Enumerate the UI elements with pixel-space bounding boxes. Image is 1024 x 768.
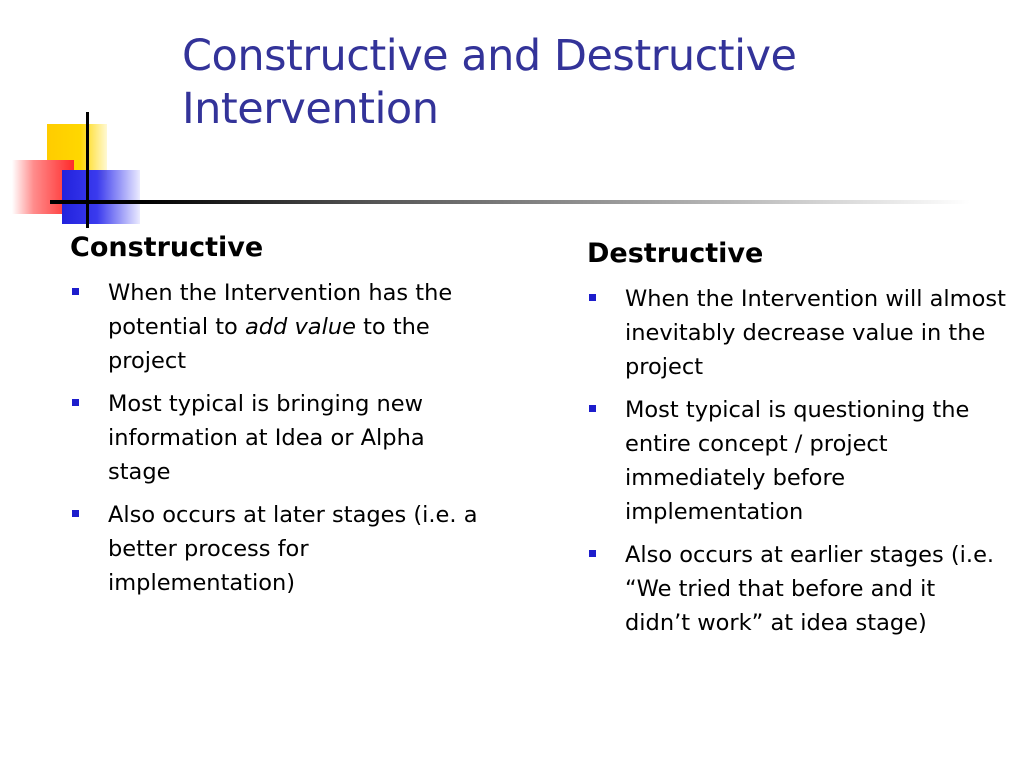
square-bullet-icon	[589, 405, 596, 412]
destructive-bullet-list	[587, 282, 1007, 640]
square-bullet-icon	[589, 550, 596, 557]
list-item	[70, 387, 490, 489]
square-bullet-icon	[72, 510, 79, 517]
slide-title: Constructive and Destructive Intervention	[182, 31, 797, 134]
destructive-column	[587, 236, 1007, 649]
list-item	[70, 498, 490, 600]
destructive-heading: Destructive	[587, 238, 764, 269]
vertical-rule	[86, 112, 89, 228]
bullet-text: Most typical is bringing new information at Idea or Alpha stage	[108, 391, 425, 485]
blue-square-decoration	[62, 170, 140, 224]
horizontal-rule	[50, 200, 970, 204]
bullet-text: When the Intervention will almost inevitably decrease value in the project	[625, 286, 1006, 380]
constructive-column	[70, 230, 490, 609]
bullet-text: Also occurs at earlier stages (i.e. “We tried that before and it didn’t work” at idea stage)	[625, 542, 995, 636]
list-item	[587, 393, 1007, 529]
list-item	[587, 282, 1007, 384]
square-bullet-icon	[72, 288, 79, 295]
constructive-bullet-list	[70, 276, 490, 600]
bullet-text: Most typical is questioning the entire concept / project immediately before implementation	[625, 397, 970, 525]
square-bullet-icon	[72, 399, 79, 406]
bullet-text-pre: When the Intervention has the potential to	[108, 280, 453, 340]
list-item	[587, 538, 1007, 640]
square-bullet-icon	[589, 294, 596, 301]
constructive-heading: Constructive	[70, 232, 264, 263]
bullet-emphasis: add value	[244, 314, 356, 340]
bullet-text-post: to the project	[108, 314, 430, 374]
list-item	[70, 276, 490, 378]
bullet-text: Also occurs at later stages (i.e. a better process for implementation)	[108, 502, 478, 596]
